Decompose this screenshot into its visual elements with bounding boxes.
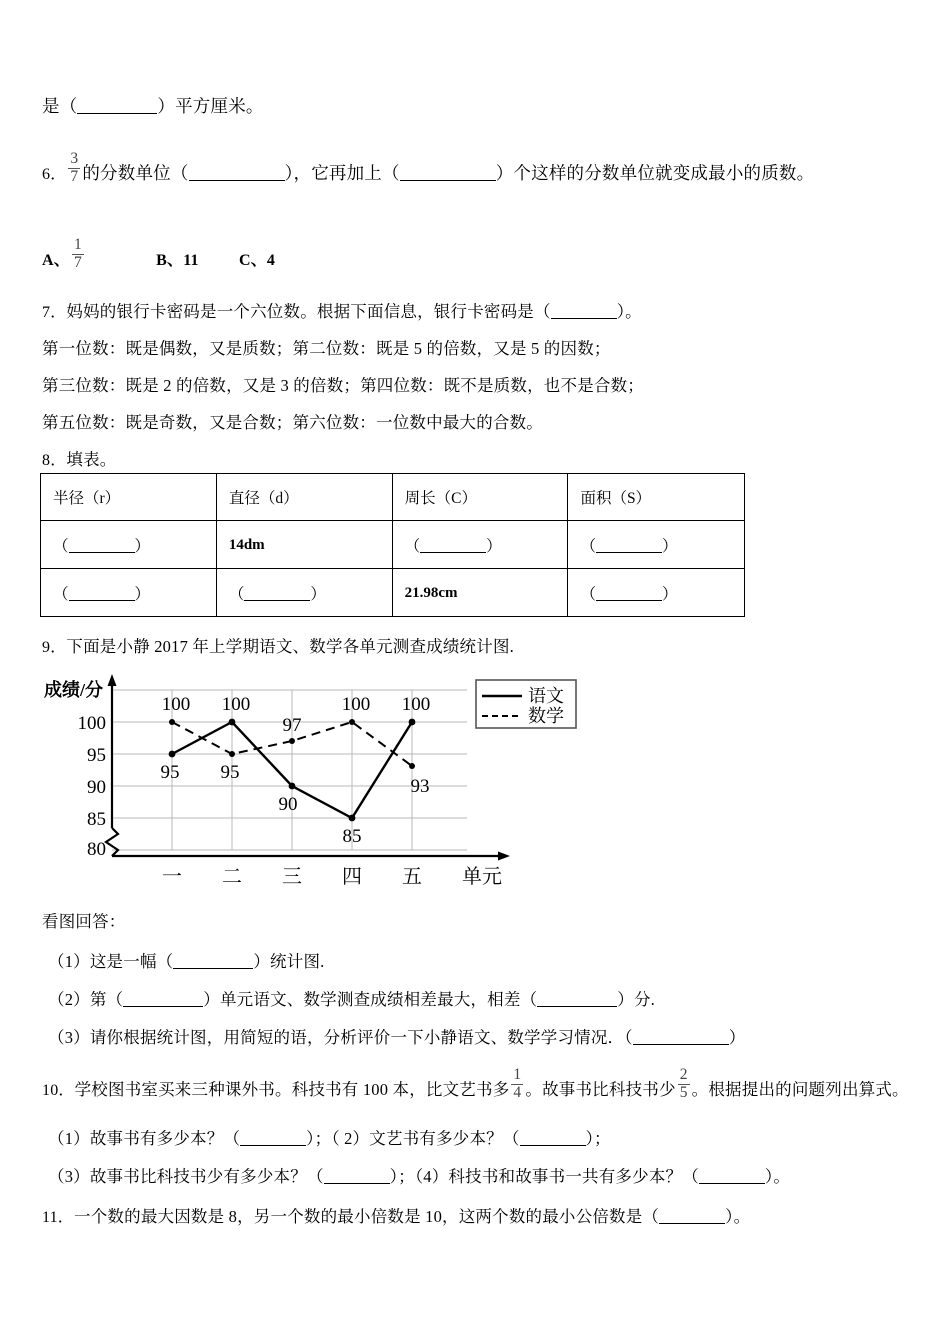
sub-text-b: ）；（4）科技书和故事书一共有多少本？（ (389, 1167, 699, 1186)
q6-text-b: ），它再加上（ (284, 162, 400, 183)
question-10-sub-1 (48, 1129, 611, 1149)
q9-title-text: 下面是小静 2017 年上学期语文、数学各单元测查成绩统计图. (66, 637, 514, 656)
answer-blank[interactable] (69, 600, 135, 601)
score-line-chart (30, 668, 590, 893)
legend-label-math: 数学 (528, 706, 564, 726)
fraction-three-sevenths (68, 151, 80, 185)
grid-vertical (172, 690, 412, 850)
table-header-diameter: 直径（d） (216, 474, 392, 521)
sub-text-c: ）。 (764, 1167, 791, 1186)
legend-label-chinese: 语文 (528, 686, 564, 706)
question-7-line-2: 第三位数：既是 2 的倍数，又是 3 的倍数；第四位数：既不是质数，也不是合数； (42, 376, 644, 395)
x-tick-2: 二 (222, 866, 242, 888)
question-7-number: 7． (42, 304, 67, 321)
answer-blank[interactable] (420, 552, 486, 553)
sub-label: （1） (48, 1129, 90, 1148)
fraction-numerator: 2 (679, 1066, 688, 1084)
question-9-sub-3 (48, 1028, 745, 1048)
table-row (41, 521, 745, 569)
table-cell-area-2[interactable]: （ ） (568, 569, 745, 617)
data-labels (161, 694, 431, 847)
answer-blank[interactable] (551, 318, 617, 319)
fraction-numerator: 3 (70, 150, 79, 168)
answer-blank[interactable] (596, 552, 662, 553)
question-10-sub-2 (48, 1167, 790, 1187)
question-6-options (42, 236, 276, 276)
answer-blank[interactable] (324, 1183, 390, 1184)
sub-label: （1） (48, 952, 90, 971)
fraction-one-fourth (511, 1067, 523, 1101)
q10-text-a: 学校图书室买来三种课外书。科技书有 100 本，比文艺书多 (74, 1079, 510, 1099)
fraction-denominator: 7 (70, 167, 79, 185)
fraction-numerator: 1 (73, 236, 82, 254)
question-9-sub-2 (48, 990, 655, 1010)
sub-text-b: ） (728, 1028, 746, 1047)
question-9-title (42, 637, 514, 657)
option-a-label: A、 (42, 251, 70, 269)
table-row (41, 569, 745, 617)
sub-label: （2） (48, 990, 90, 1009)
q6-text-c: ）个这样的分数单位就变成最小的质数。 (495, 162, 815, 183)
cell-value: 14dm (228, 536, 265, 553)
question-10-number: 10． (42, 1081, 75, 1099)
label-chinese-3: 90 (278, 794, 298, 815)
question-6 (42, 150, 815, 190)
table-cell-circumference-2 (392, 569, 568, 617)
question-7-line-1: 第一位数：既是偶数，又是质数；第二位数：既是 5 的倍数，又是 5 的因数； (42, 339, 611, 358)
label-chinese-4: 85 (342, 826, 362, 847)
question-8-number: 8． (42, 452, 67, 469)
question-7-line-3: 第五位数：既是奇数，又是合数；第六位数：一位数中最大的合数。 (42, 413, 543, 432)
table-header-circumference: 周长（C） (392, 474, 568, 521)
x-axis-label: 单元 (462, 866, 502, 888)
answer-blank[interactable] (537, 1006, 617, 1007)
y-tick-85: 85 (87, 809, 106, 830)
y-tick-95: 95 (87, 745, 106, 766)
y-axis-arrow (108, 674, 117, 686)
label-chinese-5: 100 (401, 694, 431, 715)
y-tick-labels (78, 713, 107, 860)
q7-stem-b: ）。 (616, 302, 642, 321)
answer-blank[interactable] (699, 1183, 765, 1184)
answer-blank[interactable] (520, 1145, 586, 1146)
sub-label: （3） (48, 1167, 90, 1186)
x-tick-4: 四 (342, 866, 362, 888)
answer-blank[interactable] (189, 180, 285, 181)
sub-text-a: 故事书有多少本？（ (89, 1129, 241, 1148)
label-math-3: 97 (282, 715, 302, 736)
table-header-radius: 半径（r） (41, 474, 217, 521)
q5-post-text: ）平方厘米。 (157, 96, 264, 116)
table-cell-radius-2[interactable]: （ ） (41, 569, 217, 617)
sub-text-a: 第（ (89, 990, 124, 1009)
answer-blank[interactable] (659, 1223, 725, 1224)
option-c-label: C、 (238, 251, 267, 269)
y-tick-80: 80 (87, 839, 106, 860)
answer-blank[interactable] (596, 600, 662, 601)
axis-break-icon (106, 828, 118, 856)
question-5-tail (42, 96, 264, 117)
table-cell-diameter-2[interactable]: （ ） (216, 569, 392, 617)
answer-blank[interactable] (633, 1044, 729, 1045)
option-a-fraction (72, 237, 84, 271)
question-7-stem (42, 302, 642, 322)
sub-text-c: ）； (585, 1129, 611, 1148)
label-math-2: 95 (220, 762, 240, 783)
label-math-4: 100 (341, 694, 371, 715)
sub-text-b: ）单元语文、数学测查成绩相差最大，相差（ (203, 990, 538, 1009)
answer-blank[interactable] (400, 180, 496, 181)
table-cell-diameter-1 (216, 521, 392, 569)
option-c-value: 4 (266, 251, 276, 269)
x-tick-labels (162, 865, 502, 888)
fraction-two-fifths (678, 1067, 690, 1101)
sub-text-c: ）分. (617, 990, 655, 1009)
question-6-number: 6． (42, 165, 67, 183)
fraction-denominator: 5 (679, 1083, 688, 1101)
sub-text-a: 请你根据统计图，用简短的语，分析评价一下小静语文、数学学习情况．（ (89, 1028, 633, 1047)
label-math-5: 93 (410, 776, 430, 797)
fraction-denominator: 7 (73, 253, 82, 271)
question-9-number: 9． (42, 639, 67, 656)
question-9-prompt: 看图回答： (42, 912, 126, 931)
q7-stem-a: 妈妈的银行卡密码是一个六位数。根据下面信息，银行卡密码是（ (66, 302, 551, 321)
sub-text-a: 这是一幅（ (89, 952, 174, 971)
answer-blank[interactable] (123, 1006, 203, 1007)
label-math-1: 100 (161, 694, 191, 715)
q10-text-b: 。故事书比科技书少 (525, 1079, 676, 1099)
q5-pre-text: 是（ (42, 96, 78, 116)
table-cell-area-1[interactable]: （ ） (568, 521, 745, 569)
x-tick-1: 一 (162, 866, 182, 888)
option-b-label: B、 (156, 251, 184, 269)
cell-value: 21.98cm (404, 584, 458, 601)
sub-label: （3） (48, 1028, 90, 1047)
answer-blank[interactable] (240, 1145, 306, 1146)
option-b-value: 11 (183, 251, 199, 269)
question-9-sub-1 (48, 952, 324, 972)
answer-blank[interactable] (69, 552, 135, 553)
label-chinese-2: 100 (221, 694, 251, 715)
sub-text-b: ）；（ 2）文艺书有多少本？（ (306, 1129, 520, 1148)
sub-text-a: 故事书比科技书少有多少本？（ (89, 1167, 324, 1186)
y-axis-label: 成绩/分 (44, 680, 104, 700)
fraction-numerator: 1 (513, 1066, 522, 1084)
question-8-title (42, 450, 117, 470)
table-cell-circumference-1[interactable]: （ ） (392, 521, 568, 569)
sub-text-b: ）统计图. (253, 952, 325, 971)
fill-in-table (40, 473, 745, 617)
question-11 (42, 1207, 750, 1227)
x-axis-arrow (498, 852, 510, 861)
y-tick-100: 100 (77, 713, 106, 734)
answer-blank[interactable] (173, 968, 253, 969)
x-tick-3: 三 (282, 866, 302, 888)
q6-text-a: 的分数单位（ (82, 162, 189, 183)
q10-text-c: 。根据提出的问题列出算式。 (691, 1079, 909, 1099)
q11-text-b: ）。 (725, 1207, 751, 1226)
question-10-stem (42, 1066, 909, 1106)
label-chinese-1: 95 (160, 762, 180, 783)
q11-text-a: 一个数的最大因数是 8，另一个数的最小倍数是 10，这两个数的最小公倍数是（ (74, 1207, 660, 1226)
answer-blank[interactable] (244, 600, 310, 601)
q8-title-text: 填表。 (66, 450, 117, 469)
x-tick-5: 五 (402, 866, 422, 888)
answer-blank[interactable] (77, 113, 157, 114)
chart-svg (30, 668, 590, 893)
fraction-denominator: 4 (513, 1083, 522, 1101)
question-11-number: 11． (42, 1209, 75, 1226)
table-header-row (41, 474, 745, 521)
table-cell-radius-1[interactable]: （ ） (41, 521, 217, 569)
y-tick-90: 90 (87, 777, 106, 798)
table-header-area: 面积（S） (568, 474, 745, 521)
